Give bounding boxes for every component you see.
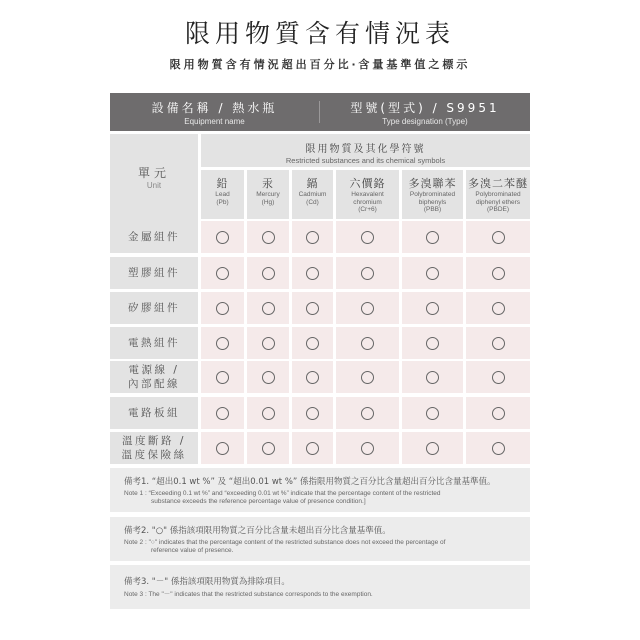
substance-name-zh: 鉛	[216, 177, 229, 190]
circle-mark-icon	[306, 231, 319, 244]
circle-mark-icon	[426, 407, 439, 420]
substance-name-zh: 多溴聯苯	[408, 177, 457, 190]
note-3	[110, 565, 530, 609]
circle-mark-icon	[361, 267, 374, 280]
table-cell	[402, 432, 463, 464]
table-cell	[247, 221, 289, 253]
substance-name-en: diphenyl ethers	[475, 198, 521, 206]
note-1-en: Note 1 : “Exceeding 0.1 wt %” and “exceeding 0.01 wt %” indicate that the percentage content of the restricted substance exceeds the reference percentage value of presence condition.]	[124, 490, 441, 505]
page-subtitle: 限用物質含有情況超出百分比‧含量基準值之標示	[169, 58, 471, 71]
circle-mark-icon	[216, 231, 229, 244]
table-cell	[292, 397, 333, 429]
row-label-text: 電熱組件	[128, 337, 180, 349]
table-cell	[466, 221, 530, 253]
table-cell	[247, 432, 289, 464]
circle-mark-icon	[216, 371, 229, 384]
circle-mark-icon	[361, 302, 374, 315]
table-cell	[336, 432, 399, 464]
circle-mark-icon	[306, 337, 319, 350]
table-cell	[201, 257, 244, 289]
substance-header	[247, 170, 289, 219]
circle-mark-icon	[426, 231, 439, 244]
circle-mark-icon	[361, 442, 374, 455]
substances-group-en: Restricted substances and its chemical symbols	[285, 156, 446, 165]
substance-name-en: Polybrominated	[475, 191, 521, 198]
substance-name-en: (PBDE)	[486, 206, 510, 213]
circle-mark-icon	[426, 442, 439, 455]
row-label	[110, 257, 198, 289]
substance-name-en: biphenyls	[418, 198, 447, 206]
circle-mark-icon	[216, 407, 229, 420]
circle-mark-icon	[262, 371, 275, 384]
circle-mark-icon	[492, 442, 505, 455]
table-cell	[336, 327, 399, 359]
table-cell	[336, 397, 399, 429]
page-title: 限用物質含有情況表	[184, 19, 455, 48]
substance-name-en: Cadmium	[298, 191, 327, 198]
circle-mark-icon	[306, 407, 319, 420]
substance-header	[402, 170, 463, 219]
substance-header	[292, 170, 333, 219]
table-cell	[402, 257, 463, 289]
table-cell	[466, 257, 530, 289]
substance-name-en: (Cr+6)	[358, 206, 377, 213]
substance-name-en: (Hg)	[261, 198, 275, 206]
substance-name-zh: 多溴二苯醚	[468, 177, 528, 190]
table-cell	[402, 221, 463, 253]
circle-mark-icon	[216, 302, 229, 315]
note-1	[110, 468, 530, 512]
table-cell	[201, 432, 244, 464]
type-designation-cell	[320, 93, 530, 131]
table-cell	[336, 257, 399, 289]
circle-mark-icon	[262, 407, 275, 420]
circle-mark-icon	[216, 442, 229, 455]
row-label-text: 矽膠組件	[128, 302, 180, 314]
circle-mark-icon	[262, 302, 275, 315]
substance-name-en: Polybrominated	[409, 191, 456, 198]
table-cell	[201, 361, 244, 393]
circle-mark-icon	[216, 337, 229, 350]
substance-name-en: (Pb)	[216, 198, 229, 206]
table-cell	[292, 221, 333, 253]
table-cell	[292, 327, 333, 359]
circle-mark-icon	[306, 267, 319, 280]
table-cell	[336, 221, 399, 253]
table-cell	[247, 397, 289, 429]
row-label	[110, 292, 198, 324]
row-label-text: 溫度保險絲	[121, 449, 187, 461]
substance-name-zh: 六價鉻	[349, 177, 386, 190]
circle-mark-icon	[216, 267, 229, 280]
equipment-header-bar	[110, 93, 530, 131]
circle-mark-icon	[262, 337, 275, 350]
row-label	[110, 221, 198, 253]
circle-mark-icon	[426, 371, 439, 384]
table-cell	[402, 397, 463, 429]
circle-mark-icon	[361, 371, 374, 384]
substance-name-en: chromium	[353, 198, 382, 206]
substances-group-header	[201, 134, 530, 167]
substance-name-zh: 汞	[262, 177, 274, 190]
circle-mark-icon	[262, 231, 275, 244]
type-designation-zh: 型號(型式) / S9951	[350, 101, 500, 115]
table-cell	[201, 221, 244, 253]
note-2-en: Note 2 : "○" indicates that the percentage content of the restricted substance does not exceed the percentage of reference value of presence.	[124, 539, 446, 554]
substance-name-en: Hexavalent	[351, 191, 384, 198]
table-cell	[336, 292, 399, 324]
circle-mark-icon	[426, 337, 439, 350]
table-cell	[292, 257, 333, 289]
table-cell	[247, 361, 289, 393]
circle-mark-icon	[492, 337, 505, 350]
table-cell	[292, 292, 333, 324]
substance-header	[201, 170, 244, 219]
type-designation-en: Type designation (Type)	[382, 117, 468, 126]
note-3-en: Note 3 : The "－" indicates that the restricted substance corresponds to the exemption.	[124, 591, 373, 598]
circle-mark-icon	[492, 231, 505, 244]
table-cell	[336, 361, 399, 393]
circle-mark-icon	[306, 371, 319, 384]
note-2-zh: 備考2. "○" 係指該項限用物質之百分比含量未超出百分比含量基準值。	[124, 526, 391, 536]
unit-header-zh: 單元	[137, 166, 170, 180]
circle-mark-icon	[262, 442, 275, 455]
row-label	[110, 361, 198, 393]
table-cell	[201, 397, 244, 429]
unit-header-en: Unit	[146, 181, 162, 190]
circle-mark-icon	[426, 302, 439, 315]
unit-header	[110, 134, 198, 222]
substances-group-zh: 限用物質及其化學符號	[305, 144, 426, 155]
equipment-name-cell	[110, 93, 319, 131]
table-cell	[466, 432, 530, 464]
table-cell	[247, 327, 289, 359]
table-cell	[292, 432, 333, 464]
circle-mark-icon	[492, 407, 505, 420]
table-cell	[247, 257, 289, 289]
table-cell	[402, 292, 463, 324]
substance-header	[466, 170, 530, 219]
circle-mark-icon	[492, 371, 505, 384]
table-cell	[201, 327, 244, 359]
row-label	[110, 432, 198, 464]
note-1-zh: 備考1. “超出0.1 wt %” 及 “超出0.01 wt %” 係指限用物質之百分比含量超出百分比含量基準值。	[124, 477, 496, 487]
substance-name-en: Mercury	[256, 191, 280, 198]
table-cell	[402, 327, 463, 359]
row-label-text: 塑膠組件	[128, 267, 180, 279]
circle-mark-icon	[306, 302, 319, 315]
table-cell	[466, 327, 530, 359]
circle-mark-icon	[426, 267, 439, 280]
note-3-zh: 備考3. "－" 係指該項限用物質為排除項目。	[124, 577, 290, 587]
row-label-text: 溫度斷路 /	[122, 435, 186, 447]
row-label-text: 電路板組	[128, 407, 180, 419]
note-2	[110, 517, 530, 561]
row-label	[110, 397, 198, 429]
row-label-text: 金屬組件	[128, 231, 180, 243]
equipment-name-en: Equipment name	[184, 117, 245, 126]
table-cell	[466, 292, 530, 324]
table-cell	[402, 361, 463, 393]
circle-mark-icon	[492, 267, 505, 280]
circle-mark-icon	[262, 267, 275, 280]
table-cell	[466, 361, 530, 393]
substance-name-en: Lead	[215, 191, 230, 198]
table-cell	[247, 292, 289, 324]
table-cell	[201, 292, 244, 324]
substance-name-zh: 鎘	[306, 177, 319, 190]
row-label-text: 電源線 /	[128, 364, 180, 376]
table-cell	[292, 361, 333, 393]
circle-mark-icon	[306, 442, 319, 455]
substance-header	[336, 170, 399, 219]
circle-mark-icon	[361, 407, 374, 420]
table-cell	[466, 397, 530, 429]
substance-name-en: (PBB)	[423, 206, 442, 213]
circle-mark-icon	[361, 231, 374, 244]
circle-mark-icon	[492, 302, 505, 315]
circle-mark-icon	[361, 337, 374, 350]
substance-name-en: (Cd)	[306, 198, 319, 206]
equipment-name-zh: 設備名稱 / 熱水瓶	[151, 101, 278, 115]
row-label-text: 內部配線	[128, 378, 180, 390]
row-label	[110, 327, 198, 359]
